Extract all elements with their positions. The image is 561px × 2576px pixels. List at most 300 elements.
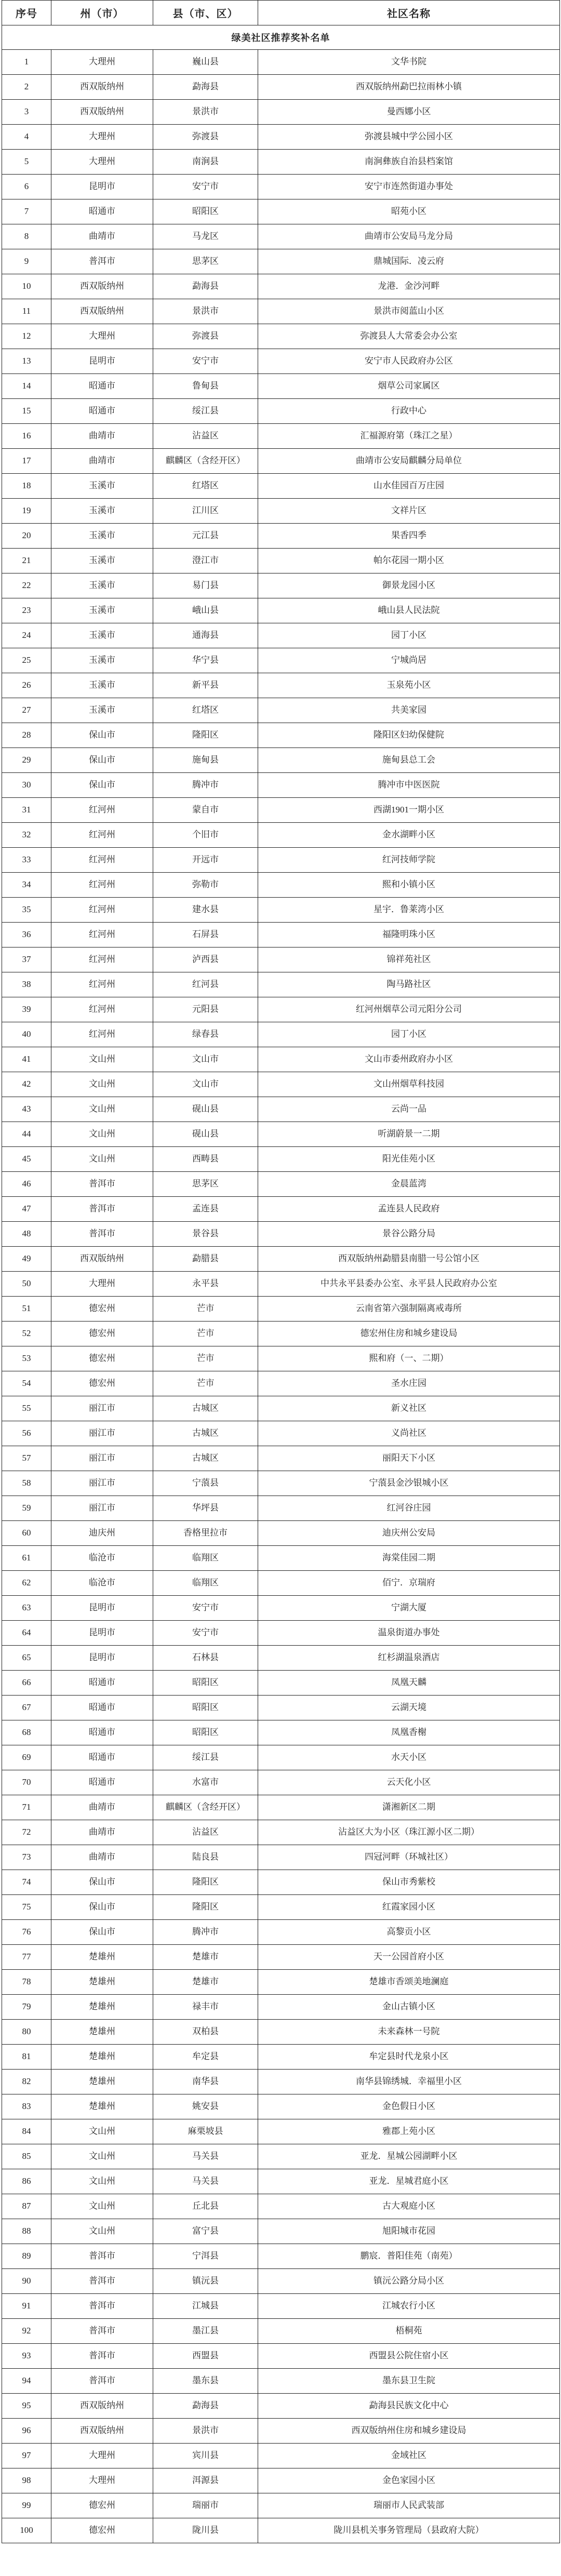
cell-prefecture: 昆明市 [51, 349, 153, 374]
cell-prefecture: 普洱市 [51, 2294, 153, 2319]
table-row [2, 1172, 560, 1197]
cell-no: 56 [2, 1421, 51, 1446]
cell-county: 临翔区 [153, 1571, 258, 1596]
table-row [2, 324, 560, 349]
table-row [2, 274, 560, 299]
cell-county: 芒市 [153, 1346, 258, 1371]
cell-community: 牟定县时代龙泉小区 [258, 2045, 560, 2070]
cell-county: 思茅区 [153, 249, 258, 274]
table-row [2, 2369, 560, 2394]
cell-prefecture: 楚雄州 [51, 2094, 153, 2119]
cell-community: 腾冲市中医医院 [258, 773, 560, 798]
header-community: 社区名称 [258, 1, 560, 25]
cell-county: 勐腊县 [153, 1247, 258, 1272]
cell-community: 园丁小区 [258, 623, 560, 648]
cell-no: 52 [2, 1322, 51, 1346]
cell-community: 江城农行小区 [258, 2294, 560, 2319]
cell-county: 孟连县 [153, 1197, 258, 1222]
table-row [2, 1546, 560, 1571]
cell-county: 麒麟区（含经开区） [153, 449, 258, 474]
cell-community: 天一公园首府小区 [258, 1945, 560, 1970]
cell-prefecture: 普洱市 [51, 1172, 153, 1197]
header-county: 县（市、区） [153, 1, 258, 25]
cell-county: 昭阳区 [153, 199, 258, 224]
table-row [2, 1745, 560, 1770]
cell-community: 曼西娜小区 [258, 100, 560, 125]
cell-county: 绥江县 [153, 1745, 258, 1770]
cell-prefecture: 丽江市 [51, 1446, 153, 1471]
cell-no: 73 [2, 1845, 51, 1870]
cell-no: 54 [2, 1371, 51, 1396]
cell-community: 昭苑小区 [258, 199, 560, 224]
cell-county: 通海县 [153, 623, 258, 648]
cell-prefecture: 昭通市 [51, 1745, 153, 1770]
table-row [2, 898, 560, 923]
cell-prefecture: 楚雄州 [51, 1970, 153, 1995]
cell-community: 峨山县人民法院 [258, 598, 560, 623]
cell-no: 50 [2, 1272, 51, 1297]
cell-prefecture: 西双版纳州 [51, 1247, 153, 1272]
table-row [2, 2244, 560, 2269]
cell-prefecture: 大理州 [51, 1272, 153, 1297]
cell-no: 83 [2, 2094, 51, 2119]
cell-county: 马关县 [153, 2169, 258, 2194]
cell-county: 蒙自市 [153, 798, 258, 823]
table-row [2, 1920, 560, 1945]
cell-no: 45 [2, 1147, 51, 1172]
cell-community: 未来森林一号院 [258, 2020, 560, 2045]
table-row [2, 1820, 560, 1845]
cell-county: 安宁市 [153, 349, 258, 374]
table-row [2, 1047, 560, 1072]
cell-county: 文山市 [153, 1072, 258, 1097]
cell-community: 西双版纳州勐巴拉雨林小镇 [258, 75, 560, 100]
cell-prefecture: 西双版纳州 [51, 2419, 153, 2444]
cell-community: 西双版纳州住房和城乡建设局 [258, 2419, 560, 2444]
cell-prefecture: 楚雄州 [51, 2020, 153, 2045]
cell-no: 69 [2, 1745, 51, 1770]
cell-county: 隆阳区 [153, 1870, 258, 1895]
cell-no: 72 [2, 1820, 51, 1845]
cell-prefecture: 大理州 [51, 150, 153, 175]
cell-community: 镇沅公路分局小区 [258, 2269, 560, 2294]
cell-no: 63 [2, 1596, 51, 1621]
table-row [2, 1222, 560, 1247]
table-row [2, 573, 560, 598]
table-row [2, 823, 560, 848]
cell-community: 勐海县民族文化中心 [258, 2394, 560, 2419]
table-row [2, 1621, 560, 1646]
cell-community: 景谷公路分局 [258, 1222, 560, 1247]
table-row [2, 1945, 560, 1970]
cell-prefecture: 玉溪市 [51, 673, 153, 698]
cell-county: 麒麟区（含经开区） [153, 1795, 258, 1820]
cell-county: 江城县 [153, 2294, 258, 2319]
cell-county: 临翔区 [153, 1546, 258, 1571]
table-row [2, 1496, 560, 1521]
cell-community: 曲靖市公安局马龙分局 [258, 224, 560, 249]
cell-prefecture: 大理州 [51, 125, 153, 150]
table-row [2, 2070, 560, 2094]
cell-community: 墨东县卫生院 [258, 2369, 560, 2394]
cell-no: 66 [2, 1671, 51, 1696]
cell-prefecture: 曲靖市 [51, 424, 153, 449]
cell-community: 共美家园 [258, 698, 560, 723]
cell-prefecture: 玉溪市 [51, 698, 153, 723]
cell-county: 水富市 [153, 1770, 258, 1795]
cell-community: 熙和小镇小区 [258, 873, 560, 898]
cell-prefecture: 昆明市 [51, 1646, 153, 1671]
cell-prefecture: 西双版纳州 [51, 299, 153, 324]
cell-county: 沾益区 [153, 1820, 258, 1845]
cell-community: 新义社区 [258, 1396, 560, 1421]
cell-community: 南涧彝族自治县档案馆 [258, 150, 560, 175]
cell-prefecture: 大理州 [51, 2444, 153, 2468]
table-row [2, 773, 560, 798]
cell-county: 峨山县 [153, 598, 258, 623]
cell-community: 云天化小区 [258, 1770, 560, 1795]
cell-no: 22 [2, 573, 51, 598]
cell-prefecture: 楚雄州 [51, 2045, 153, 2070]
table-row [2, 2394, 560, 2419]
table-row [2, 2468, 560, 2493]
cell-no: 93 [2, 2344, 51, 2369]
cell-prefecture: 保山市 [51, 723, 153, 748]
cell-no: 3 [2, 100, 51, 125]
cell-county: 瑞丽市 [153, 2493, 258, 2518]
cell-prefecture: 昭通市 [51, 1696, 153, 1720]
table-row [2, 299, 560, 324]
cell-community: 熙和府（一、二期） [258, 1346, 560, 1371]
table-row [2, 1795, 560, 1820]
cell-community: 西湖1901一期小区 [258, 798, 560, 823]
cell-no: 39 [2, 997, 51, 1022]
cell-prefecture: 红河州 [51, 1022, 153, 1047]
table-row [2, 623, 560, 648]
cell-county: 思茅区 [153, 1172, 258, 1197]
cell-prefecture: 红河州 [51, 873, 153, 898]
cell-no: 12 [2, 324, 51, 349]
cell-no: 10 [2, 274, 51, 299]
cell-community: 西盟县公院住宿小区 [258, 2344, 560, 2369]
cell-community: 听湖蔚景一二期 [258, 1122, 560, 1147]
table-row [2, 1770, 560, 1795]
cell-community: 佰宁．京瑞府 [258, 1571, 560, 1596]
cell-prefecture: 昭通市 [51, 199, 153, 224]
cell-no: 38 [2, 972, 51, 997]
cell-prefecture: 普洱市 [51, 2369, 153, 2394]
cell-no: 67 [2, 1696, 51, 1720]
cell-prefecture: 玉溪市 [51, 623, 153, 648]
cell-community: 宁湖大厦 [258, 1596, 560, 1621]
cell-no: 48 [2, 1222, 51, 1247]
cell-prefecture: 保山市 [51, 1895, 153, 1920]
cell-community: 金水湖畔小区 [258, 823, 560, 848]
cell-county: 澄江市 [153, 549, 258, 573]
cell-county: 古城区 [153, 1421, 258, 1446]
cell-community: 高黎贡小区 [258, 1920, 560, 1945]
cell-county: 墨东县 [153, 2369, 258, 2394]
cell-county: 西盟县 [153, 2344, 258, 2369]
table-row [2, 125, 560, 150]
cell-no: 20 [2, 524, 51, 549]
table-row [2, 598, 560, 623]
cell-county: 勐海县 [153, 274, 258, 299]
cell-no: 62 [2, 1571, 51, 1596]
table-row [2, 923, 560, 947]
cell-community: 四冠河畔（环城社区） [258, 1845, 560, 1870]
cell-prefecture: 文山州 [51, 2144, 153, 2169]
table-row [2, 549, 560, 573]
table-row [2, 1247, 560, 1272]
table-row [2, 1022, 560, 1047]
cell-prefecture: 昆明市 [51, 1596, 153, 1621]
cell-prefecture: 德宏州 [51, 1371, 153, 1396]
cell-prefecture: 红河州 [51, 997, 153, 1022]
cell-county: 镇沅县 [153, 2269, 258, 2294]
table-row [2, 848, 560, 873]
cell-no: 100 [2, 2518, 51, 2543]
cell-no: 60 [2, 1521, 51, 1546]
cell-no: 85 [2, 2144, 51, 2169]
cell-no: 91 [2, 2294, 51, 2319]
table-row [2, 1371, 560, 1396]
table-row [2, 224, 560, 249]
cell-prefecture: 玉溪市 [51, 648, 153, 673]
cell-county: 绿春县 [153, 1022, 258, 1047]
cell-county: 丘北县 [153, 2194, 258, 2219]
cell-community: 红河技师学院 [258, 848, 560, 873]
cell-county: 景洪市 [153, 2419, 258, 2444]
table-row [2, 175, 560, 199]
cell-no: 55 [2, 1396, 51, 1421]
cell-county: 绥江县 [153, 399, 258, 424]
cell-community: 古大观庭小区 [258, 2194, 560, 2219]
cell-prefecture: 文山州 [51, 1147, 153, 1172]
header-no: 序号 [2, 1, 51, 25]
cell-county: 富宁县 [153, 2219, 258, 2244]
table-row [2, 424, 560, 449]
cell-county: 元阳县 [153, 997, 258, 1022]
cell-prefecture: 临沧市 [51, 1546, 153, 1571]
cell-county: 元江县 [153, 524, 258, 549]
cell-county: 楚雄市 [153, 1970, 258, 1995]
cell-county: 墨江县 [153, 2319, 258, 2344]
cell-prefecture: 昭通市 [51, 1671, 153, 1696]
cell-no: 46 [2, 1172, 51, 1197]
cell-no: 53 [2, 1346, 51, 1371]
cell-county: 姚安县 [153, 2094, 258, 2119]
table-row [2, 1720, 560, 1745]
cell-county: 江川区 [153, 499, 258, 524]
cell-no: 41 [2, 1047, 51, 1072]
table-row [2, 524, 560, 549]
cell-county: 古城区 [153, 1446, 258, 1471]
table-row [2, 2294, 560, 2319]
cell-prefecture: 保山市 [51, 1870, 153, 1895]
cell-community: 玉泉苑小区 [258, 673, 560, 698]
table-row [2, 1272, 560, 1297]
cell-county: 勐海县 [153, 2394, 258, 2419]
header-row [2, 1, 560, 25]
cell-county: 南华县 [153, 2070, 258, 2094]
cell-prefecture: 普洱市 [51, 2344, 153, 2369]
cell-community: 金域社区 [258, 2444, 560, 2468]
cell-community: 阳光佳苑小区 [258, 1147, 560, 1172]
table-row [2, 50, 560, 75]
cell-community: 亚龙．星城君庭小区 [258, 2169, 560, 2194]
table-row [2, 499, 560, 524]
cell-community: 迪庆州公安局 [258, 1521, 560, 1546]
cell-no: 64 [2, 1621, 51, 1646]
cell-no: 96 [2, 2419, 51, 2444]
cell-prefecture: 西双版纳州 [51, 100, 153, 125]
cell-community: 陶马路社区 [258, 972, 560, 997]
table-row [2, 2169, 560, 2194]
cell-county: 砚山县 [153, 1122, 258, 1147]
cell-prefecture: 普洱市 [51, 1222, 153, 1247]
cell-county: 新平县 [153, 673, 258, 698]
cell-prefecture: 保山市 [51, 773, 153, 798]
cell-county: 昭阳区 [153, 1720, 258, 1745]
cell-no: 58 [2, 1471, 51, 1496]
table-row [2, 1147, 560, 1172]
table-row [2, 1396, 560, 1421]
cell-prefecture: 红河州 [51, 972, 153, 997]
cell-county: 宁蒗县 [153, 1471, 258, 1496]
cell-prefecture: 玉溪市 [51, 573, 153, 598]
cell-no: 95 [2, 2394, 51, 2419]
cell-county: 华坪县 [153, 1496, 258, 1521]
cell-prefecture: 丽江市 [51, 1421, 153, 1446]
cell-no: 74 [2, 1870, 51, 1895]
cell-prefecture: 大理州 [51, 324, 153, 349]
table-row [2, 199, 560, 224]
table-row [2, 374, 560, 399]
cell-county: 安宁市 [153, 1621, 258, 1646]
cell-prefecture: 保山市 [51, 1920, 153, 1945]
table-row [2, 2020, 560, 2045]
table-row [2, 1671, 560, 1696]
cell-community: 西双版纳州勐腊县南腊一号公馆小区 [258, 1247, 560, 1272]
section-title: 绿美社区推荐奖补名单 [2, 25, 560, 50]
cell-county: 开远市 [153, 848, 258, 873]
cell-county: 南涧县 [153, 150, 258, 175]
header-prefecture: 州（市） [51, 1, 153, 25]
cell-county: 古城区 [153, 1396, 258, 1421]
table-row [2, 648, 560, 673]
cell-county: 马关县 [153, 2144, 258, 2169]
table-row [2, 2094, 560, 2119]
cell-no: 76 [2, 1920, 51, 1945]
table-row [2, 2219, 560, 2244]
cell-prefecture: 玉溪市 [51, 549, 153, 573]
cell-community: 瑞丽市人民武装部 [258, 2493, 560, 2518]
cell-community: 福隆明珠小区 [258, 923, 560, 947]
cell-prefecture: 西双版纳州 [51, 2394, 153, 2419]
cell-community: 行政中心 [258, 399, 560, 424]
cell-community: 丽阳天下小区 [258, 1446, 560, 1471]
cell-county: 宁洱县 [153, 2244, 258, 2269]
cell-county: 石林县 [153, 1646, 258, 1671]
cell-no: 80 [2, 2020, 51, 2045]
cell-county: 芒市 [153, 1297, 258, 1322]
cell-no: 25 [2, 648, 51, 673]
cell-community: 云南省第六强制隔离戒毒所 [258, 1297, 560, 1322]
cell-county: 景洪市 [153, 100, 258, 125]
cell-no: 14 [2, 374, 51, 399]
cell-no: 97 [2, 2444, 51, 2468]
table-row [2, 1297, 560, 1322]
cell-county: 泸西县 [153, 947, 258, 972]
table-row [2, 150, 560, 175]
cell-community: 中共永平县委办公室、永平县人民政府办公室 [258, 1272, 560, 1297]
cell-community: 孟连县人民政府 [258, 1197, 560, 1222]
cell-prefecture: 文山州 [51, 2169, 153, 2194]
table-row [2, 1097, 560, 1122]
cell-prefecture: 文山州 [51, 1097, 153, 1122]
cell-community: 雅郡上苑小区 [258, 2119, 560, 2144]
cell-county: 隆阳区 [153, 723, 258, 748]
cell-community: 汇福源府第（珠江之星） [258, 424, 560, 449]
cell-no: 84 [2, 2119, 51, 2144]
cell-prefecture: 玉溪市 [51, 499, 153, 524]
table-row [2, 474, 560, 499]
table-row [2, 2518, 560, 2543]
cell-community: 鼎城国际．凌云府 [258, 249, 560, 274]
cell-prefecture: 西双版纳州 [51, 75, 153, 100]
cell-prefecture: 西双版纳州 [51, 274, 153, 299]
cell-county: 红塔区 [153, 474, 258, 499]
cell-county: 陆良县 [153, 1845, 258, 1870]
cell-county: 安宁市 [153, 1596, 258, 1621]
cell-county: 昭阳区 [153, 1696, 258, 1720]
cell-prefecture: 红河州 [51, 848, 153, 873]
cell-community: 宁城尚居 [258, 648, 560, 673]
cell-no: 77 [2, 1945, 51, 1970]
cell-community: 红杉湖温泉酒店 [258, 1646, 560, 1671]
table-row [2, 1646, 560, 1671]
cell-prefecture: 德宏州 [51, 1322, 153, 1346]
cell-no: 98 [2, 2468, 51, 2493]
cell-community: 金色家园小区 [258, 2468, 560, 2493]
cell-prefecture: 普洱市 [51, 249, 153, 274]
cell-prefecture: 昆明市 [51, 175, 153, 199]
cell-community: 安宁市连然街道办事处 [258, 175, 560, 199]
cell-prefecture: 丽江市 [51, 1396, 153, 1421]
cell-county: 鲁甸县 [153, 374, 258, 399]
cell-no: 92 [2, 2319, 51, 2344]
cell-no: 7 [2, 199, 51, 224]
cell-prefecture: 曲靖市 [51, 449, 153, 474]
cell-prefecture: 红河州 [51, 823, 153, 848]
cell-community: 星宇．鲁莱湾小区 [258, 898, 560, 923]
table-row [2, 100, 560, 125]
cell-no: 19 [2, 499, 51, 524]
table-row [2, 997, 560, 1022]
table-row [2, 1696, 560, 1720]
cell-no: 21 [2, 549, 51, 573]
table-row [2, 1970, 560, 1995]
cell-prefecture: 昭通市 [51, 399, 153, 424]
cell-county: 西畴县 [153, 1147, 258, 1172]
table-row [2, 1571, 560, 1596]
cell-community: 宁蒗县金沙银城小区 [258, 1471, 560, 1496]
cell-no: 13 [2, 349, 51, 374]
table-row [2, 2269, 560, 2294]
cell-community: 山水佳园百万庄园 [258, 474, 560, 499]
cell-community: 御景龙园小区 [258, 573, 560, 598]
